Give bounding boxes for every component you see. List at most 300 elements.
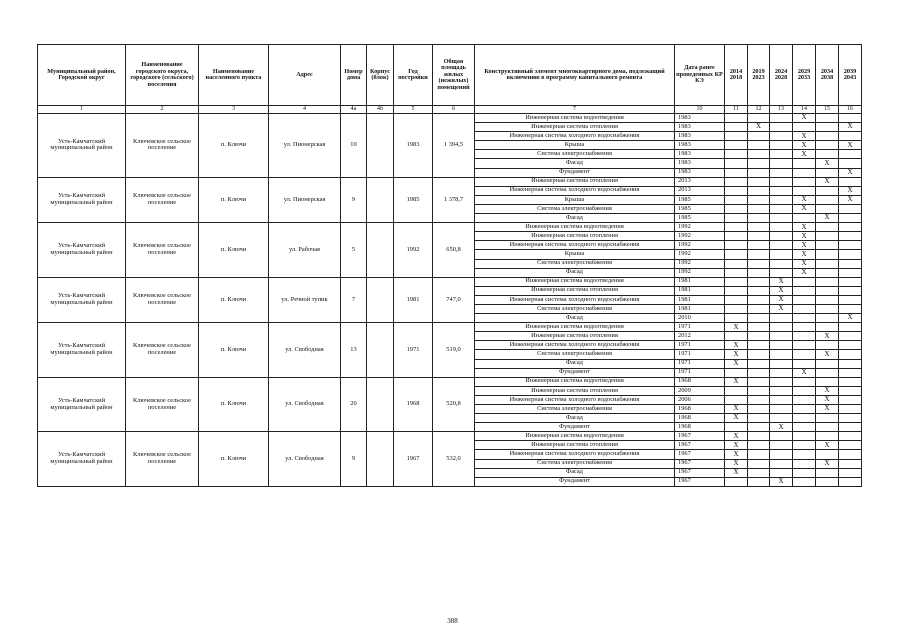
period-mark-cell xyxy=(839,377,862,386)
period-mark-cell xyxy=(748,204,770,213)
period-mark-cell xyxy=(725,223,748,232)
area-cell: 650,8 xyxy=(433,223,475,278)
page-number: 388 xyxy=(447,617,458,625)
col-header: 2034 2038 xyxy=(816,45,839,106)
period-mark-cell xyxy=(725,477,748,486)
repair-date-cell: 1968 xyxy=(675,377,725,386)
period-mark-cell xyxy=(839,150,862,159)
period-mark-cell xyxy=(770,232,793,241)
period-mark-cell xyxy=(725,295,748,304)
period-mark-cell: X xyxy=(839,123,862,132)
repair-date-cell: 1981 xyxy=(675,277,725,286)
period-mark-cell xyxy=(770,177,793,186)
period-mark-cell: X xyxy=(725,350,748,359)
period-mark-cell xyxy=(770,123,793,132)
period-mark-cell xyxy=(770,341,793,350)
period-mark-cell: X xyxy=(793,250,816,259)
period-mark-cell xyxy=(748,195,770,204)
period-mark-cell: X xyxy=(725,441,748,450)
repair-date-cell: 1967 xyxy=(675,468,725,477)
period-mark-cell: X xyxy=(770,477,793,486)
district-cell: Усть-Камчатский муниципальный район xyxy=(38,432,126,487)
period-mark-cell xyxy=(816,314,839,323)
element-cell: Инженерная система водоотведения xyxy=(475,223,675,232)
period-mark-cell xyxy=(770,386,793,395)
element-cell: Система электроснабжения xyxy=(475,204,675,213)
period-mark-cell xyxy=(748,277,770,286)
period-mark-cell: X xyxy=(725,377,748,386)
house-number-cell: 20 xyxy=(341,377,367,432)
block-cell xyxy=(367,223,394,278)
period-mark-cell xyxy=(770,432,793,441)
col-number: 12 xyxy=(748,106,770,114)
period-mark-cell xyxy=(748,250,770,259)
period-mark-cell xyxy=(793,159,816,168)
period-mark-cell xyxy=(748,450,770,459)
table-row xyxy=(38,277,862,286)
period-mark-cell xyxy=(839,304,862,313)
period-mark-cell xyxy=(748,377,770,386)
col-number: 7 xyxy=(475,106,675,114)
period-mark-cell xyxy=(748,241,770,250)
repair-date-cell: 1985 xyxy=(675,195,725,204)
repair-date-cell: 1967 xyxy=(675,459,725,468)
period-mark-cell xyxy=(816,168,839,177)
element-cell: Инженерная система холодного водоснабжения xyxy=(475,395,675,404)
period-mark-cell xyxy=(770,314,793,323)
period-mark-cell xyxy=(793,432,816,441)
period-mark-cell xyxy=(725,114,748,123)
period-mark-cell xyxy=(816,414,839,423)
period-mark-cell xyxy=(816,359,839,368)
period-mark-cell xyxy=(770,350,793,359)
element-cell: Фасад xyxy=(475,314,675,323)
period-mark-cell xyxy=(816,323,839,332)
period-mark-cell xyxy=(816,268,839,277)
year-cell: 1981 xyxy=(394,277,433,322)
repair-date-cell: 1981 xyxy=(675,304,725,313)
element-cell: Фасад xyxy=(475,414,675,423)
district-cell: Усть-Камчатский муниципальный район xyxy=(38,114,126,178)
house-number-cell: 13 xyxy=(341,323,367,378)
district-cell: Усть-Камчатский муниципальный район xyxy=(38,277,126,322)
period-mark-cell xyxy=(770,377,793,386)
period-mark-cell xyxy=(839,250,862,259)
period-mark-cell xyxy=(839,332,862,341)
repair-date-cell: 1983 xyxy=(675,132,725,141)
period-mark-cell xyxy=(748,359,770,368)
element-cell: Фундамент xyxy=(475,477,675,486)
period-mark-cell xyxy=(725,304,748,313)
period-mark-cell xyxy=(793,214,816,223)
col-number: 16 xyxy=(839,106,862,114)
period-mark-cell xyxy=(748,477,770,486)
locality-cell: п. Ключи xyxy=(199,323,269,378)
repair-date-cell: 1992 xyxy=(675,241,725,250)
element-cell: Фундамент xyxy=(475,168,675,177)
period-mark-cell xyxy=(748,214,770,223)
period-mark-cell xyxy=(725,332,748,341)
period-mark-cell xyxy=(839,432,862,441)
period-mark-cell xyxy=(839,477,862,486)
period-mark-cell xyxy=(748,432,770,441)
element-cell: Крыша xyxy=(475,250,675,259)
period-mark-cell xyxy=(725,132,748,141)
period-mark-cell: X xyxy=(816,214,839,223)
period-mark-cell: X xyxy=(725,405,748,414)
period-mark-cell xyxy=(793,386,816,395)
period-mark-cell xyxy=(770,368,793,377)
period-mark-cell xyxy=(816,150,839,159)
col-number: 15 xyxy=(816,106,839,114)
period-mark-cell xyxy=(839,441,862,450)
period-mark-cell xyxy=(770,450,793,459)
period-mark-cell xyxy=(793,350,816,359)
element-cell: Фасад xyxy=(475,159,675,168)
element-cell: Система электроснабжения xyxy=(475,405,675,414)
col-header: 2029 2033 xyxy=(793,45,816,106)
element-cell: Инженерная система отопления xyxy=(475,441,675,450)
period-mark-cell xyxy=(839,323,862,332)
element-cell: Фасад xyxy=(475,214,675,223)
repair-date-cell: 2012 xyxy=(675,332,725,341)
period-mark-cell xyxy=(748,395,770,404)
year-cell: 1992 xyxy=(394,223,433,278)
element-cell: Фасад xyxy=(475,268,675,277)
period-mark-cell xyxy=(839,159,862,168)
period-mark-cell xyxy=(748,405,770,414)
period-mark-cell xyxy=(839,277,862,286)
period-mark-cell xyxy=(770,468,793,477)
period-mark-cell xyxy=(816,204,839,213)
period-mark-cell: X xyxy=(793,268,816,277)
period-mark-cell xyxy=(748,259,770,268)
table-row xyxy=(38,114,862,123)
repair-date-cell: 1983 xyxy=(675,123,725,132)
period-mark-cell xyxy=(748,150,770,159)
period-mark-cell xyxy=(793,304,816,313)
element-cell: Система электроснабжения xyxy=(475,459,675,468)
repair-date-cell: 1967 xyxy=(675,477,725,486)
area-cell: 519,0 xyxy=(433,323,475,378)
period-mark-cell xyxy=(748,350,770,359)
period-mark-cell xyxy=(839,268,862,277)
period-mark-cell: X xyxy=(816,405,839,414)
district-cell: Усть-Камчатский муниципальный район xyxy=(38,177,126,222)
period-mark-cell: X xyxy=(793,223,816,232)
period-mark-cell: X xyxy=(793,195,816,204)
period-mark-cell xyxy=(748,114,770,123)
repair-date-cell: 1983 xyxy=(675,150,725,159)
period-mark-cell: X xyxy=(725,450,748,459)
period-mark-cell xyxy=(816,114,839,123)
col-header: Муниципальный район, Городской округ xyxy=(38,45,126,106)
repair-date-cell: 2006 xyxy=(675,395,725,404)
col-header: Наименование городского округа, городского (сельского) поселения xyxy=(126,45,199,106)
period-mark-cell xyxy=(770,414,793,423)
repair-date-cell: 1967 xyxy=(675,432,725,441)
period-mark-cell xyxy=(839,259,862,268)
period-mark-cell xyxy=(793,295,816,304)
period-mark-cell xyxy=(770,114,793,123)
period-mark-cell xyxy=(816,123,839,132)
table-row xyxy=(38,432,862,441)
period-mark-cell xyxy=(725,250,748,259)
period-mark-cell xyxy=(770,214,793,223)
year-cell: 1971 xyxy=(394,323,433,378)
period-mark-cell xyxy=(793,177,816,186)
repair-date-cell: 2009 xyxy=(675,386,725,395)
period-mark-cell xyxy=(793,441,816,450)
period-mark-cell xyxy=(725,177,748,186)
district-cell: Усть-Камчатский муниципальный район xyxy=(38,223,126,278)
table-row xyxy=(38,377,862,386)
period-mark-cell xyxy=(839,341,862,350)
area-cell: 747,0 xyxy=(433,277,475,322)
period-mark-cell xyxy=(839,395,862,404)
period-mark-cell xyxy=(816,377,839,386)
table-row xyxy=(38,177,862,186)
period-mark-cell xyxy=(725,368,748,377)
period-mark-cell xyxy=(748,323,770,332)
settlement-cell: Ключевское сельское поселение xyxy=(126,277,199,322)
district-cell: Усть-Камчатский муниципальный район xyxy=(38,377,126,432)
period-mark-cell xyxy=(748,368,770,377)
col-header: 2014 2018 xyxy=(725,45,748,106)
period-mark-cell xyxy=(839,368,862,377)
period-mark-cell xyxy=(793,323,816,332)
element-cell: Фундамент xyxy=(475,423,675,432)
element-cell: Инженерная система отопления xyxy=(475,123,675,132)
repair-date-cell: 1971 xyxy=(675,350,725,359)
period-mark-cell xyxy=(839,241,862,250)
period-mark-cell xyxy=(839,232,862,241)
period-mark-cell: X xyxy=(816,350,839,359)
period-mark-cell xyxy=(770,332,793,341)
repair-date-cell: 2013 xyxy=(675,186,725,195)
period-mark-cell xyxy=(748,468,770,477)
district-cell: Усть-Камчатский муниципальный район xyxy=(38,323,126,378)
period-mark-cell xyxy=(770,459,793,468)
period-mark-cell: X xyxy=(725,459,748,468)
col-number: 1 xyxy=(38,106,126,114)
repair-date-cell: 1971 xyxy=(675,323,725,332)
period-mark-cell xyxy=(748,223,770,232)
settlement-cell: Ключевское сельское поселение xyxy=(126,177,199,222)
period-mark-cell xyxy=(748,459,770,468)
period-mark-cell xyxy=(725,168,748,177)
period-mark-cell xyxy=(725,386,748,395)
repair-date-cell: 1985 xyxy=(675,204,725,213)
period-mark-cell xyxy=(725,423,748,432)
period-mark-cell xyxy=(725,232,748,241)
block-cell xyxy=(367,114,394,178)
element-cell: Инженерная система водоотведения xyxy=(475,277,675,286)
period-mark-cell xyxy=(793,186,816,195)
element-cell: Система электроснабжения xyxy=(475,150,675,159)
locality-cell: п. Ключи xyxy=(199,277,269,322)
period-mark-cell: X xyxy=(816,395,839,404)
period-mark-cell xyxy=(748,232,770,241)
settlement-cell: Ключевское сельское поселение xyxy=(126,377,199,432)
period-mark-cell xyxy=(770,141,793,150)
period-mark-cell xyxy=(725,204,748,213)
element-cell: Инженерная система холодного водоснабжения xyxy=(475,341,675,350)
period-mark-cell: X xyxy=(748,123,770,132)
street-cell: ул. Пионерская xyxy=(269,114,341,178)
period-mark-cell: X xyxy=(770,423,793,432)
period-mark-cell xyxy=(793,123,816,132)
period-mark-cell xyxy=(839,414,862,423)
period-mark-cell xyxy=(839,177,862,186)
period-mark-cell xyxy=(839,405,862,414)
period-mark-cell xyxy=(770,395,793,404)
element-cell: Крыша xyxy=(475,195,675,204)
period-mark-cell: X xyxy=(725,468,748,477)
street-cell: ул. Рабочая xyxy=(269,223,341,278)
repair-date-cell: 1971 xyxy=(675,359,725,368)
locality-cell: п. Ключи xyxy=(199,223,269,278)
area-cell: 532,0 xyxy=(433,432,475,487)
period-mark-cell xyxy=(770,204,793,213)
period-mark-cell xyxy=(816,295,839,304)
col-number: 10 xyxy=(675,106,725,114)
period-mark-cell xyxy=(748,386,770,395)
period-mark-cell xyxy=(725,186,748,195)
period-mark-cell xyxy=(793,450,816,459)
element-cell: Фасад xyxy=(475,468,675,477)
year-cell: 1985 xyxy=(394,177,433,222)
period-mark-cell xyxy=(770,168,793,177)
period-mark-cell: X xyxy=(725,414,748,423)
col-header: Конструктивный элемент многоквартирного дома, подлежащий включению в программу капитального ремонта xyxy=(475,45,675,106)
period-mark-cell xyxy=(748,332,770,341)
year-cell: 1983 xyxy=(394,114,433,178)
period-mark-cell xyxy=(839,204,862,213)
period-mark-cell xyxy=(770,159,793,168)
period-mark-cell xyxy=(770,359,793,368)
street-cell: ул. Пионерская xyxy=(269,177,341,222)
period-mark-cell: X xyxy=(770,286,793,295)
col-number: 14 xyxy=(793,106,816,114)
period-mark-cell: X xyxy=(725,341,748,350)
period-mark-cell xyxy=(839,114,862,123)
col-number: 4 xyxy=(269,106,341,114)
col-header: Общая площадь жилых (нежилых) помещений xyxy=(433,45,475,106)
period-mark-cell xyxy=(816,286,839,295)
period-mark-cell xyxy=(725,314,748,323)
col-header: 2019 2023 xyxy=(748,45,770,106)
period-mark-cell xyxy=(816,232,839,241)
locality-cell: п. Ключи xyxy=(199,432,269,487)
period-mark-cell: X xyxy=(793,368,816,377)
period-mark-cell xyxy=(793,168,816,177)
col-header: Корпус (блок) xyxy=(367,45,394,106)
period-mark-cell: X xyxy=(725,323,748,332)
col-number: 2 xyxy=(126,106,199,114)
period-mark-cell xyxy=(816,432,839,441)
repair-date-cell: 1971 xyxy=(675,341,725,350)
period-mark-cell xyxy=(793,459,816,468)
element-cell: Инженерная система холодного водоснабжения xyxy=(475,295,675,304)
period-mark-cell: X xyxy=(816,159,839,168)
repair-date-cell: 1992 xyxy=(675,259,725,268)
house-number-cell: 5 xyxy=(341,223,367,278)
period-mark-cell: X xyxy=(839,186,862,195)
period-mark-cell xyxy=(725,159,748,168)
block-cell xyxy=(367,277,394,322)
repair-date-cell: 1983 xyxy=(675,159,725,168)
period-mark-cell: X xyxy=(839,195,862,204)
period-mark-cell xyxy=(816,368,839,377)
element-cell: Инженерная система отопления xyxy=(475,177,675,186)
period-mark-cell xyxy=(793,314,816,323)
area-cell: 1 394,5 xyxy=(433,114,475,178)
period-mark-cell xyxy=(816,259,839,268)
period-mark-cell xyxy=(816,223,839,232)
col-number: 6 xyxy=(433,106,475,114)
house-number-cell: 9 xyxy=(341,432,367,487)
period-mark-cell xyxy=(793,423,816,432)
period-mark-cell xyxy=(816,304,839,313)
period-mark-cell xyxy=(748,168,770,177)
repair-date-cell: 1992 xyxy=(675,232,725,241)
period-mark-cell xyxy=(816,477,839,486)
repair-date-cell: 1983 xyxy=(675,114,725,123)
period-mark-cell xyxy=(748,141,770,150)
repair-date-cell: 1992 xyxy=(675,223,725,232)
period-mark-cell xyxy=(816,250,839,259)
period-mark-cell xyxy=(725,141,748,150)
period-mark-cell xyxy=(725,259,748,268)
period-mark-cell: X xyxy=(816,332,839,341)
period-mark-cell xyxy=(770,186,793,195)
period-mark-cell xyxy=(748,132,770,141)
col-number: 5 xyxy=(394,106,433,114)
period-mark-cell xyxy=(770,132,793,141)
year-cell: 1968 xyxy=(394,377,433,432)
period-mark-cell xyxy=(839,468,862,477)
area-cell: 520,8 xyxy=(433,377,475,432)
period-mark-cell xyxy=(793,359,816,368)
period-mark-cell xyxy=(770,250,793,259)
element-cell: Крыша xyxy=(475,141,675,150)
table-row xyxy=(38,223,862,232)
period-mark-cell: X xyxy=(793,150,816,159)
period-mark-cell xyxy=(725,150,748,159)
period-mark-cell: X xyxy=(816,177,839,186)
repair-date-cell: 1992 xyxy=(675,250,725,259)
period-mark-cell: X xyxy=(839,314,862,323)
period-mark-cell xyxy=(725,195,748,204)
period-mark-cell: X xyxy=(793,259,816,268)
period-mark-cell xyxy=(839,359,862,368)
repair-date-cell: 1983 xyxy=(675,141,725,150)
period-mark-cell xyxy=(770,323,793,332)
period-mark-cell: X xyxy=(839,141,862,150)
repair-date-cell: 1967 xyxy=(675,450,725,459)
period-mark-cell xyxy=(793,332,816,341)
period-mark-cell xyxy=(748,441,770,450)
period-mark-cell xyxy=(725,123,748,132)
period-mark-cell: X xyxy=(839,168,862,177)
period-mark-cell xyxy=(748,314,770,323)
settlement-cell: Ключевское сельское поселение xyxy=(126,323,199,378)
street-cell: ул. Свободная xyxy=(269,432,341,487)
period-mark-cell xyxy=(748,423,770,432)
repair-date-cell: 1992 xyxy=(675,268,725,277)
period-mark-cell: X xyxy=(770,277,793,286)
